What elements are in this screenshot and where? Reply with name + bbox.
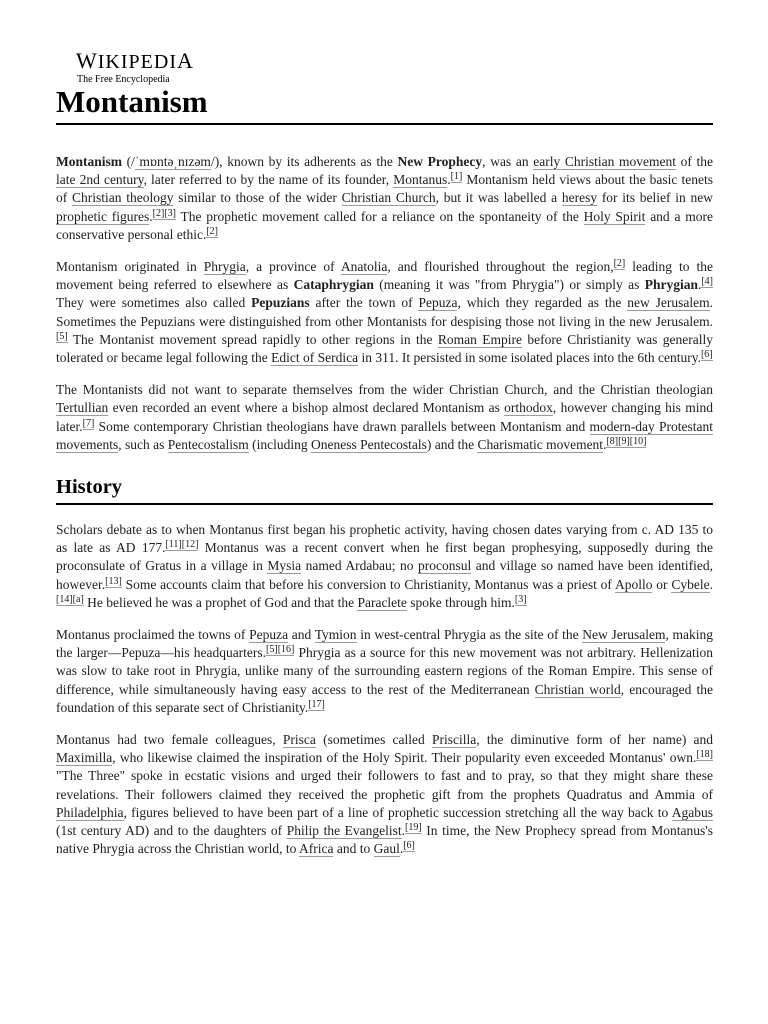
link-mysia[interactable]: Mysia [267,558,302,574]
link-pentecostalism[interactable]: Pentecostalism [167,436,249,452]
paragraph-intro-1: Montanism (/ˈmɒntəˌnɪzəm/), known by its adherents as the New Prophecy, was an early Christian movement of the late 2nd century, later referred to by the name of its founder, Montanus.[1] Montanism held views about the basic tenets of Christian theology similar to those of the wider Christian Church, but it was labelled a heresy for its belief in new prophetic figures.[2][3] The prophetic movement called for a reliance on the spontaneity of the Holy Spirit and a more conservative personal ethic.[2] [56,154,713,242]
link-gaul[interactable]: Gaul [373,841,400,857]
link-charismatic-movement[interactable]: Charismatic movement [477,436,604,452]
ipa-pronunciation-link[interactable]: ˈmɒntəˌnɪzəm [134,154,211,169]
citation-ref[interactable]: [19] [405,822,422,834]
footnote-ref[interactable]: [a] [72,593,84,605]
citation-ref[interactable]: [4] [701,276,714,288]
link-proconsul[interactable]: proconsul [418,558,472,574]
citation-ref[interactable]: [14] [56,593,73,605]
link-prophetic-figures[interactable]: prophetic figures [56,208,150,224]
paragraph-history-2: Montanus proclaimed the towns of Pepuza and Tymion in west-central Phrygia as the site of the New Jerusalem, making the larger—Pepuza—his headquarters.[5][16] Phrygia as a source for this new movement was not arbitrary. Hellenization was slow to take root in Phrygia, unlike many of the surrounding eastern regions of the Roman Empire. This sense of difference, while simultaneously having easy access to the rest of the Mediterranean Christian world, encouraged the foundation of this separate sect of Christianity.[17] [56,627,713,715]
citation-ref[interactable]: [10] [629,435,647,447]
link-philadelphia[interactable]: Philadelphia [56,804,124,820]
citation-ref[interactable]: [6] [700,349,713,361]
title-divider [56,123,713,125]
link-tymion[interactable]: Tymion [314,627,357,643]
citation-ref[interactable]: [16] [277,644,295,656]
paragraph-history-3: Montanus had two female colleagues, Prisca (sometimes called Priscilla, the diminutive form of her name) and Maximilla, who likewise claimed the inspiration of the Holy Spirit. Their popularity even exceeded Montanus' own.[18] "The Three" spoke in ecstatic visions and urged their followers to fast and to pray, so that they might share these revelations. Their followers claimed they received the prophetic gift from the prophets Quadratus and Ammia of Philadelphia, figures believed to have been part of a line of prophetic succession stretching all the way back to Agabus (1st century AD) and to the daughters of Philip the Evangelist.[19] In time, the New Prophecy spread from Montanus's native Phrygia across the Christian world, to Africa and to Gaul.[6] [56,732,714,857]
link-edict-of-serdica[interactable]: Edict of Serdica [271,350,359,366]
citation-ref[interactable]: [3] [514,593,527,605]
citation-ref[interactable]: [2] [152,207,165,219]
citation-ref[interactable]: [6] [403,840,415,852]
citation-ref[interactable]: [11] [165,539,182,551]
link-agabus[interactable]: Agabus [671,804,713,820]
citation-ref[interactable]: [2] [206,225,218,237]
citation-ref[interactable]: [12] [181,539,199,551]
link-pepuza[interactable]: Pepuza [249,627,289,643]
citation-ref[interactable]: [8] [606,435,619,447]
wikipedia-tagline: The Free Encyclopedia [77,74,170,85]
link-new-jerusalem[interactable]: new Jerusalem [627,295,710,311]
link-early-christian-movement[interactable]: early Christian movement [533,154,676,169]
page-title: Montanism [56,84,208,119]
link-phrygia[interactable]: Phrygia [203,259,246,275]
link-prisca[interactable]: Prisca [282,732,316,748]
link-tertullian[interactable]: Tertullian [56,400,109,416]
link-africa[interactable]: Africa [298,841,334,857]
link-philip-the-evangelist[interactable]: Philip the Evangelist [286,823,402,839]
link-montanus[interactable]: Montanus [393,172,448,188]
citation-ref[interactable]: [13] [105,575,122,587]
citation-ref[interactable]: [1] [450,171,463,183]
citation-ref[interactable]: [7] [82,417,95,429]
citation-ref[interactable]: [18] [696,749,713,761]
link-holy-spirit[interactable]: Holy Spirit [583,208,646,224]
link-new-jerusalem[interactable]: New Jerusalem [582,627,666,643]
article-body [56,153,713,873]
link-anatolia[interactable]: Anatolia [340,259,388,275]
wikipedia-wordmark: WIKIPEDIA [76,48,194,73]
paragraph-history-1: Scholars debate as to when Montanus first began his prophetic activity, having chosen dates varying from c. AD 135 to as late as AD 177.[11][12] Montanus was a recent convert when he first began prophesying, supposedly during the proconsulate of Gratus in a village in Mysia named Ardabau; no proconsul and village so named have been identified, however.[13] Some accounts claim that before his conversion to Christianity, Montanus was a priest of Apollo or Cybele.[14][a] He believed he was a prophet of God and that the Paraclete spoke through him.[3] [56,522,713,610]
section-heading-history: History [56,474,713,505]
link-heresy[interactable]: heresy [561,190,598,206]
link-orthodox[interactable]: orthodox [504,400,553,416]
link-christian-theology[interactable]: Christian theology [71,190,174,206]
wikipedia-logo[interactable] [76,50,216,85]
citation-ref[interactable]: [5] [266,644,278,656]
link-christian-world[interactable]: Christian world [534,681,621,697]
citation-ref[interactable]: [3] [164,207,176,219]
citation-ref[interactable]: [2] [613,258,626,270]
link-apollo[interactable]: Apollo [614,576,653,592]
link-paraclete[interactable]: Paraclete [357,594,407,610]
citation-ref[interactable]: [5] [56,330,68,342]
link-priscilla[interactable]: Priscilla [431,732,477,748]
link-late-2nd-century[interactable]: late 2nd century [56,172,144,188]
citation-ref[interactable]: [9] [618,435,630,447]
citation-ref[interactable]: [17] [308,698,325,710]
link-oneness-pentecostals[interactable]: Oneness Pentecostals [311,436,427,452]
paragraph-intro-3: The Montanists did not want to separate themselves from the wider Christian Church, and the Christian theologian Tertullian even recorded an event where a bishop almost declared Montanism as orthodox, however changing his mind later.[7] Some contemporary Christian theologians have drawn parallels between Montanism and modern-day Protestant movements, such as Pentecostalism (including Oneness Pentecostals) and the Charismatic movement.[8][9][10] [56,382,713,452]
link-roman-empire[interactable]: Roman Empire [437,331,522,347]
link-maximilla[interactable]: Maximilla [56,750,113,766]
link-pepuza[interactable]: Pepuza [418,295,458,311]
link-modern-day-protestant-movements[interactable]: modern-day Protestant movements [56,418,713,452]
paragraph-intro-2: Montanism originated in Phrygia, a province of Anatolia, and flourished throughout the region,[2] leading to the movement being referred to elsewhere as Cataphrygian (meaning it was "from Phrygia") or simply as Phrygian.[4] They were sometimes also called Pepuzians after the town of Pepuza, which they regarded as the new Jerusalem. Sometimes the Pepuzians were distinguished from other Montanists for despising those not living in the new Jerusalem.[5] The Montanist movement spread rapidly to other regions in the Roman Empire before Christianity was generally tolerated or became legal following the Edict of Serdica in 311. It persisted in some isolated places into the 6th century.[6] [56,258,714,366]
link-cybele[interactable]: Cybele [671,576,710,592]
link-christian-church[interactable]: Christian Church [341,190,436,206]
